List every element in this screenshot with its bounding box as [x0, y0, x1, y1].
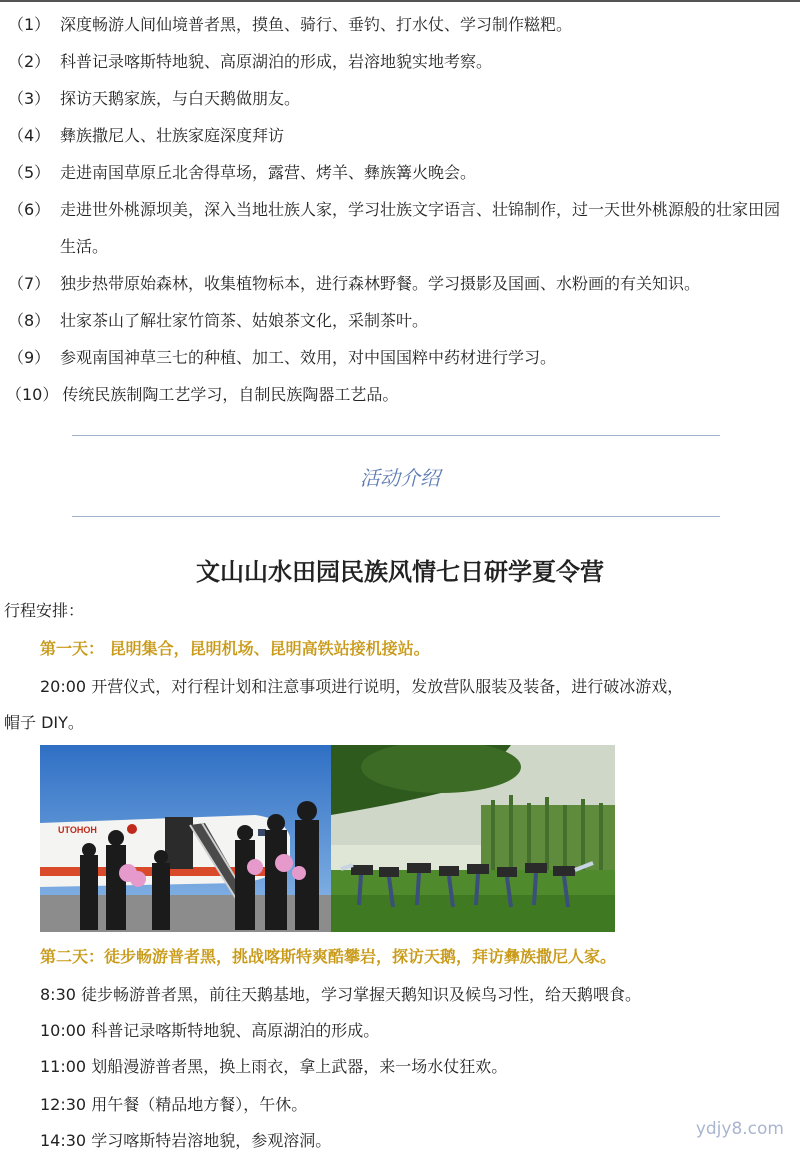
list-item-number: （10） — [6, 385, 59, 404]
list-item — [0, 6, 800, 43]
list-item-text: 走进世外桃源坝美，深入当地壮族人家，学习壮族文字语言、壮锦制作，过一天世外桃源般的壮家田园生活。 — [60, 200, 781, 256]
section-divider-bottom — [72, 516, 720, 517]
list-item — [0, 154, 800, 191]
schedule-heading: 行程安排： — [4, 601, 85, 620]
list-item-number: （5） — [8, 163, 51, 182]
list-item — [0, 339, 800, 376]
list-item-number: （7） — [8, 274, 51, 293]
list-item — [0, 191, 800, 265]
list-item-text: 参观南国神草三七的种植、加工、效用，对中国国粹中药材进行学习。 — [60, 348, 557, 367]
activity-list — [0, 6, 800, 413]
list-item-text: 科普记录喀斯特地貌、高原湖泊的形成，岩溶地貌实地考察。 — [60, 52, 493, 71]
day1-line: 帽子 DIY。 — [4, 713, 84, 732]
list-item-number: （9） — [8, 348, 51, 367]
list-item-text: 深度畅游人间仙境普者黑，摸鱼、骑行、垂钓、打水仗、学习制作糍粑。 — [60, 15, 573, 34]
section-label: 活动介绍 — [360, 466, 440, 490]
list-item-number: （4） — [8, 126, 51, 145]
list-item — [0, 80, 800, 117]
day2-item: 14:30 学习喀斯特岩溶地貌，参观溶洞。 — [40, 1131, 332, 1150]
day2-item: 12:30 用午餐（精品地方餐），午休。 — [40, 1095, 308, 1114]
list-item — [0, 43, 800, 80]
list-item — [0, 302, 800, 339]
page-title: 文山山水田园民族风情七日研学夏令营 — [196, 558, 604, 586]
top-rule — [0, 0, 800, 2]
day2-item: 11:00 划船漫游普者黑，换上雨衣，拿上武器，来一场水仗狂欢。 — [40, 1057, 508, 1076]
list-item-number: （6） — [8, 200, 51, 219]
list-item — [0, 376, 800, 413]
section-divider-top — [72, 435, 720, 436]
day1-line: 20:00 开营仪式，对行程计划和注意事项进行说明，发放营队服装及装备，进行破冰游戏， — [40, 677, 684, 696]
list-item-text: 探访天鹅家族，与白天鹅做朋友。 — [60, 89, 301, 108]
list-item-text: 壮家茶山了解壮家竹筒茶、姑娘茶文化，采制茶叶。 — [60, 311, 429, 330]
day2-item: 8:30 徒步畅游普者黑，前往天鹅基地，学习掌握天鹅知识及候鸟习性，给天鹅喂食。 — [40, 985, 642, 1004]
watermark: ydjy8.com — [695, 1119, 784, 1139]
list-item-number: （3） — [8, 89, 51, 108]
list-item — [0, 265, 800, 302]
list-item-number: （2） — [8, 52, 51, 71]
day2-item: 10:00 科普记录喀斯特地貌、高原湖泊的形成。 — [40, 1021, 380, 1040]
airport-welcome-photo — [40, 745, 331, 932]
list-item-text: 独步热带原始森林，收集植物标本，进行森林野餐。学习摄影及国画、水粉画的有关知识。 — [60, 274, 701, 293]
list-item-number: （8） — [8, 311, 51, 330]
airline-logo-text: UTOHOH — [58, 825, 97, 835]
day2-title: 第二天：徒步畅游普者黑，挑战喀斯特爽酷攀岩，探访天鹅，拜访彝族撒尼人家。 — [40, 947, 617, 966]
list-item-text: 走进南国草原丘北舍得草场，露营、烤羊、彝族篝火晚会。 — [60, 163, 477, 182]
list-item — [0, 117, 800, 154]
list-item-number: （1） — [8, 15, 51, 34]
students-lawn-photo — [331, 745, 615, 932]
day1-title: 第一天： 昆明集合，昆明机场、昆明高铁站接机接站。 — [40, 639, 430, 658]
list-item-text: 传统民族制陶工艺学习，自制民族陶器工艺品。 — [62, 385, 399, 404]
list-item-text: 彝族撒尼人、壮族家庭深度拜访 — [60, 126, 285, 145]
